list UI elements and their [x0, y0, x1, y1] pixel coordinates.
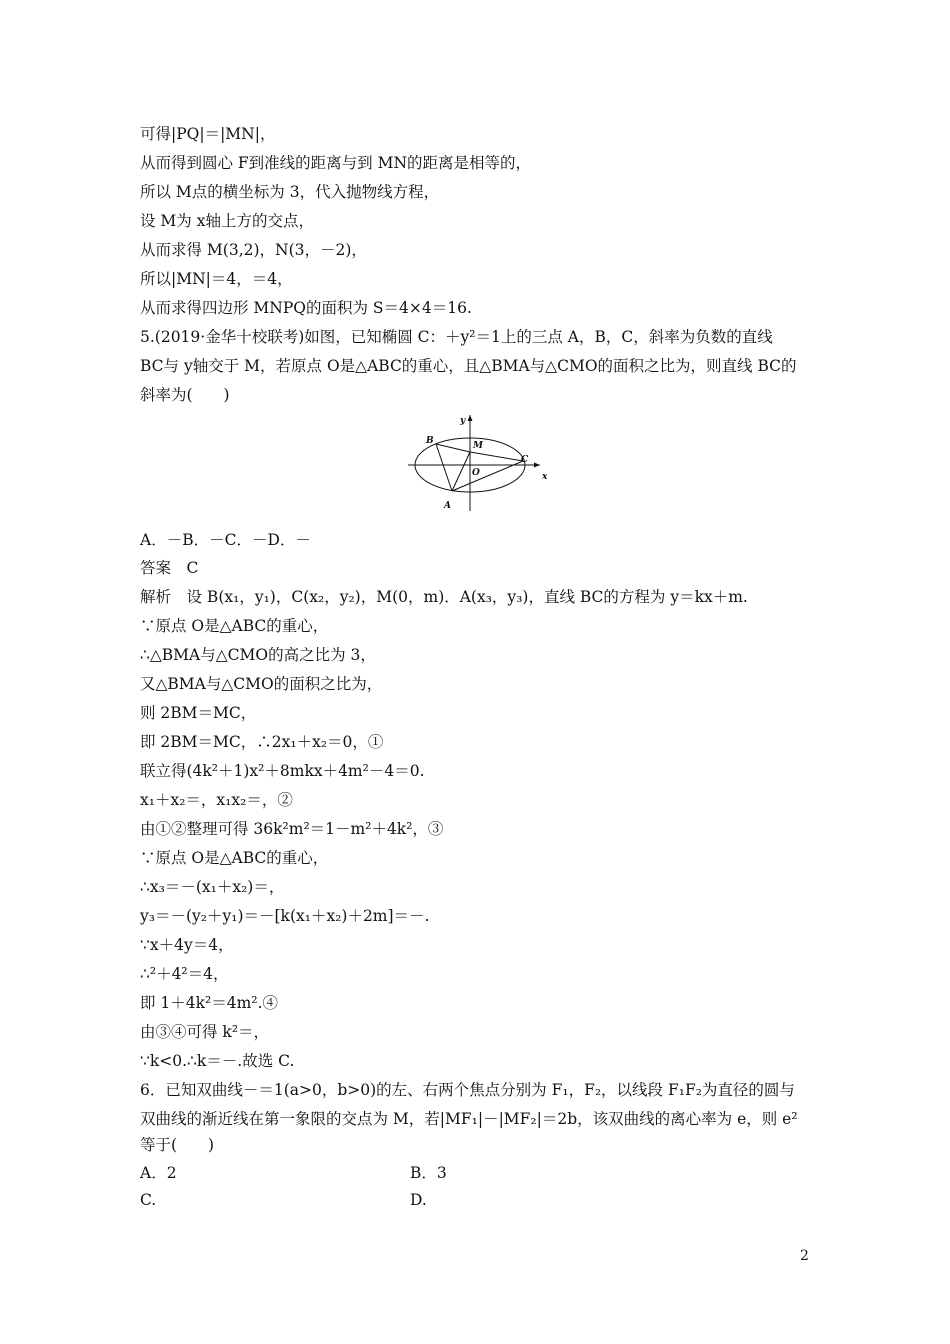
- text-line: 从而求得四边形 MNPQ的面积为 S＝4×4＝16.: [140, 299, 472, 317]
- solution-line: 由①②整理可得 36k²m²＝1－m²＋4k²，③: [140, 820, 444, 838]
- label-b: B: [426, 436, 434, 446]
- solution-line: 联立得(4k²＋1)x²＋8mkx＋4m²－4＝0.: [140, 762, 425, 780]
- ellipse-diagram: [400, 407, 548, 517]
- solution-line: ∵x＋4y＝4，: [140, 936, 234, 954]
- answer-label: 答案 C: [140, 559, 199, 577]
- segment-bm: [436, 444, 470, 452]
- solution-line: ∵原点 O是△ABC的重心，: [140, 849, 329, 867]
- label-m: M: [473, 441, 483, 451]
- question-6-text: 等于( ): [140, 1136, 215, 1154]
- option-a: A．2: [140, 1164, 177, 1182]
- question-5-text: 5.(2019·金华十校联考)如图，已知椭圆 C：＋y²＝1上的三点 A，B，C，斜率为负数的直线: [140, 328, 773, 346]
- question-6-text: 6．已知双曲线－＝1(a>0，b>0)的左、右两个焦点分别为 F₁，F₂，以线段 F₁F₂为直径的圆与: [140, 1081, 795, 1099]
- label-y: y: [460, 416, 466, 426]
- solution-line: 即 1＋4k²＝4m².④: [140, 994, 278, 1012]
- solution-line: x₁＋x₂＝，x₁x₂＝，②: [140, 791, 293, 809]
- answer-options: A．－B．－C．－D．－: [140, 531, 311, 549]
- text-line: 从而得到圆心 F到准线的距离与到 MN的距离是相等的，: [140, 154, 532, 172]
- question-5-text: 斜率为( ): [140, 386, 230, 404]
- label-c: C: [521, 455, 529, 465]
- label-x: x: [542, 472, 548, 482]
- text-line: 所以|MN|＝4，＝4，: [140, 270, 293, 288]
- solution-line: 则 2BM＝MC，: [140, 704, 257, 722]
- page-number: 2: [800, 1248, 809, 1264]
- solution-line: ∵原点 O是△ABC的重心，: [140, 617, 329, 635]
- segment-mc: [470, 452, 523, 461]
- text-line: 设 M为 x轴上方的交点，: [140, 212, 314, 230]
- option-d: D.: [410, 1191, 427, 1209]
- solution-line: 解析 设 B(x₁，y₁)，C(x₂，y₂)，M(0，m)．A(x₃，y₃)，直线 BC的方程为 y＝kx＋m.: [140, 588, 748, 606]
- solution-line: 又△BMA与△CMO的面积之比为，: [140, 675, 383, 693]
- solution-line: ∴x₃＝－(x₁＋x₂)＝，: [140, 878, 285, 896]
- solution-line: 由③④可得 k²＝，: [140, 1023, 270, 1041]
- y-axis-arrow-icon: [468, 415, 473, 421]
- label-a: A: [444, 501, 451, 511]
- segment-ba: [436, 444, 452, 491]
- label-o: O: [472, 468, 480, 478]
- solution-line: ∴△BMA与△CMO的高之比为 3，: [140, 646, 376, 664]
- solution-line: ∵k<0.∴k＝－.故选 C.: [140, 1052, 295, 1070]
- question-5-text: BC与 y轴交于 M，若原点 O是△ABC的重心，且△BMA与△CMO的面积之比为，则直线 BC的: [140, 357, 797, 375]
- option-b: B．3: [410, 1164, 447, 1182]
- ellipse-figure: [400, 407, 548, 517]
- solution-line: 即 2BM＝MC，∴2x₁＋x₂＝0，①: [140, 733, 384, 751]
- question-6-text: 双曲线的渐近线在第一象限的交点为 M，若|MF₁|－|MF₂|＝2b，该双曲线的离心率为 e，则 e²: [140, 1110, 798, 1128]
- x-axis-arrow-icon: [534, 463, 540, 468]
- option-c: C.: [140, 1191, 157, 1209]
- text-line: 所以 M点的横坐标为 3，代入抛物线方程，: [140, 183, 440, 201]
- text-line: 可得|PQ|＝|MN|，: [140, 125, 276, 143]
- solution-line: ∴²＋4²＝4，: [140, 965, 229, 983]
- solution-line: y₃＝－(y₂＋y₁)＝－[k(x₁＋x₂)＋2m]＝－.: [140, 907, 430, 925]
- text-line: 从而求得 M(3,2)，N(3，－2)，: [140, 241, 367, 259]
- segment-am: [452, 452, 470, 491]
